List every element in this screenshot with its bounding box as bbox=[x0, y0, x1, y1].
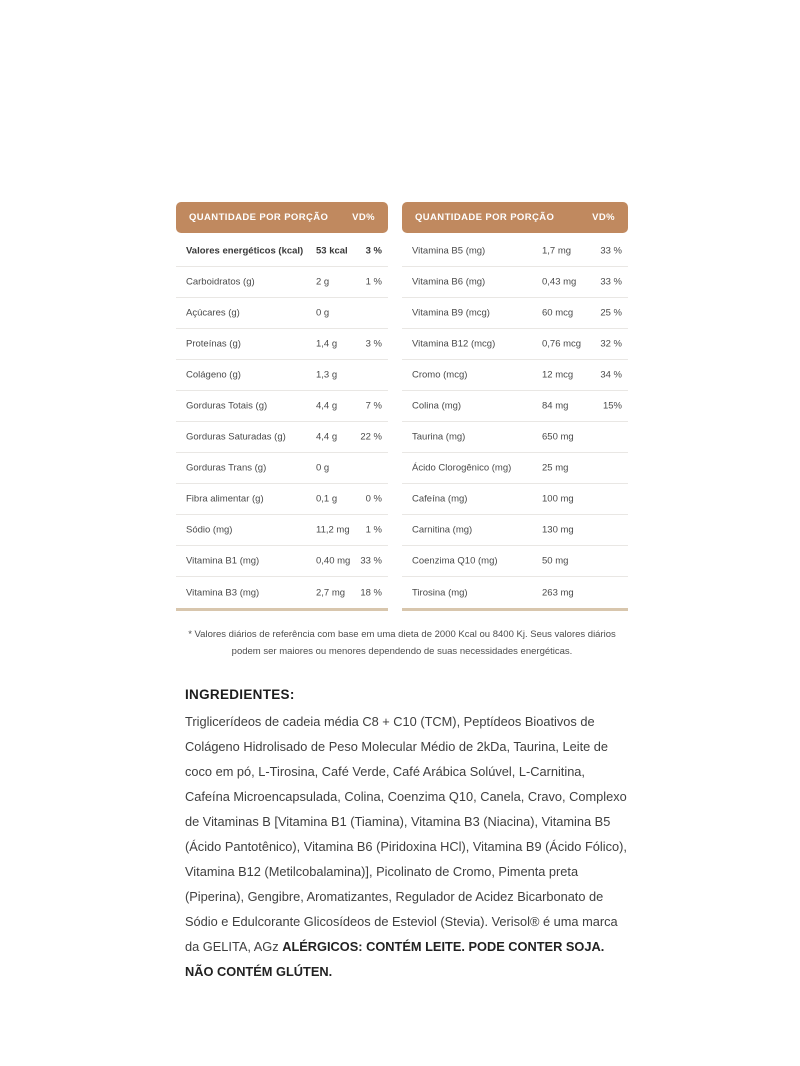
nutrient-vd: 18 % bbox=[360, 587, 382, 598]
ingredients-section bbox=[185, 687, 628, 984]
nutrient-label: Sódio (mg) bbox=[186, 524, 233, 536]
nutrient-label: Vitamina B6 (mg) bbox=[412, 276, 486, 288]
table-row bbox=[176, 546, 388, 577]
ingredients-body bbox=[185, 709, 628, 984]
table-row bbox=[176, 236, 388, 267]
nutrient-label: Carnitina (mg) bbox=[412, 524, 473, 536]
nutrient-value: 263 mg bbox=[542, 587, 574, 598]
nutrient-value: 12 mcg bbox=[542, 369, 574, 381]
nutrient-value: 0,1 g bbox=[316, 493, 338, 505]
nutrient-value: 0,40 mg bbox=[316, 555, 351, 567]
nutrient-vd: 22 % bbox=[360, 431, 382, 443]
nutrient-vd: 33 % bbox=[600, 276, 622, 288]
nutrient-vd: 7 % bbox=[365, 400, 382, 412]
nutrient-label: Ácido Clorogênico (mg) bbox=[412, 462, 512, 474]
nutrient-label: Vitamina B12 (mcg) bbox=[412, 338, 496, 350]
nutrient-value: 11,2 mg bbox=[316, 524, 350, 536]
nutrient-label: Gorduras Trans (g) bbox=[186, 462, 267, 474]
nutrient-label: Fibra alimentar (g) bbox=[186, 493, 264, 505]
table-header-vd: VD% bbox=[352, 212, 375, 223]
table-row bbox=[176, 267, 388, 298]
nutrient-label: Colágeno (g) bbox=[186, 369, 241, 381]
nutrient-value: 25 mg bbox=[542, 462, 569, 474]
nutrient-value: 50 mg bbox=[542, 555, 569, 567]
table-header-title: QUANTIDADE POR PORÇÃO bbox=[189, 212, 329, 223]
table-row bbox=[402, 546, 628, 577]
nutrient-vd: 32 % bbox=[600, 338, 622, 350]
table-row bbox=[402, 515, 628, 546]
footnote-line-2: podem ser maiores ou menores dependendo de suas necessidades energéticas. bbox=[231, 646, 573, 657]
nutrient-value: 53 kcal bbox=[316, 245, 348, 257]
nutrient-label: Tirosina (mg) bbox=[412, 587, 468, 598]
allergen-statement: ALÉRGICOS: CONTÉM LEITE. PODE CONTER SOJA. NÃO CONTÉM GLÚTEN. bbox=[185, 939, 605, 979]
nutrient-vd: 25 % bbox=[600, 307, 622, 319]
table-header bbox=[176, 202, 388, 233]
nutrient-vd: 3 % bbox=[365, 245, 382, 257]
table-row bbox=[176, 298, 388, 329]
nutrient-label: Taurina (mg) bbox=[412, 431, 466, 443]
nutrient-label: Valores energéticos (kcal) bbox=[186, 245, 304, 257]
table-header-vd: VD% bbox=[592, 212, 615, 223]
nutrient-label: Proteínas (g) bbox=[186, 338, 241, 350]
table-body bbox=[402, 236, 628, 608]
nutrient-value: 0 g bbox=[316, 462, 330, 474]
table-row bbox=[402, 391, 628, 422]
nutrition-table-right bbox=[402, 202, 628, 611]
nutrient-value: 2 g bbox=[316, 276, 330, 288]
nutrient-vd: 33 % bbox=[360, 555, 382, 567]
nutrient-value: 1,7 mg bbox=[542, 245, 572, 257]
daily-values-footnote bbox=[176, 626, 628, 660]
table-row bbox=[176, 360, 388, 391]
table-header-title: QUANTIDADE POR PORÇÃO bbox=[415, 212, 555, 223]
table-row bbox=[176, 329, 388, 360]
nutrient-vd: 15% bbox=[602, 400, 622, 412]
table-row bbox=[176, 515, 388, 546]
table-header bbox=[402, 202, 628, 233]
nutrient-value: 0,76 mcg bbox=[542, 338, 582, 350]
nutrient-label: Gorduras Saturadas (g) bbox=[186, 431, 286, 443]
nutrient-vd: 0 % bbox=[365, 493, 382, 505]
footnote-line-1: * Valores diários de referência com base em uma dieta de 2000 Kcal ou 8400 Kj. Seus valores diários bbox=[188, 629, 616, 640]
table-bottom-line bbox=[176, 608, 388, 611]
table-bottom-line bbox=[402, 608, 628, 611]
nutrient-value: 1,4 g bbox=[316, 338, 338, 350]
table-row bbox=[402, 236, 628, 267]
nutrient-vd: 1 % bbox=[365, 276, 382, 288]
nutrient-value: 0,43 mg bbox=[542, 276, 577, 288]
nutrient-value: 650 mg bbox=[542, 431, 574, 443]
nutrition-table-left bbox=[176, 202, 388, 611]
nutrition-tables bbox=[176, 202, 628, 611]
table-row bbox=[176, 484, 388, 515]
nutrient-vd: 1 % bbox=[365, 524, 382, 536]
nutrient-label: Vitamina B3 (mg) bbox=[186, 587, 260, 598]
nutrient-label: Açúcares (g) bbox=[186, 307, 240, 319]
nutrient-label: Carboidratos (g) bbox=[186, 276, 255, 288]
table-row bbox=[402, 360, 628, 391]
nutrient-value: 60 mcg bbox=[542, 307, 574, 319]
nutrient-label: Colina (mg) bbox=[412, 400, 462, 412]
nutrient-label: Gorduras Totais (g) bbox=[186, 400, 268, 412]
nutrient-value: 4,4 g bbox=[316, 400, 338, 412]
table-body bbox=[176, 236, 388, 608]
nutrient-value: 84 mg bbox=[542, 400, 569, 412]
nutrient-label: Vitamina B9 (mcg) bbox=[412, 307, 490, 319]
nutrient-label: Vitamina B1 (mg) bbox=[186, 555, 260, 567]
ingredients-heading: INGREDIENTES: bbox=[185, 687, 295, 702]
ingredients-text: Triglicerídeos de cadeia média C8 + C10 (TCM), Peptídeos Bioativos de Colágeno Hidrolisado de Peso Molecular Médio de 2kDa, Taurina, Leite de coco em pó, L-Tirosina, Café Verde, Café Arábica Solúvel, L-Carnitina, Cafeína Microencapsulada, Colina, Coenzima Q10, Canela, Cravo, Complexo de Vitaminas B [Vitamina B1 (Tiamina), Vitamina B3 (Niacina), Vitamina B5 (Ácido Pantotênico), Vitamina B6 (Piridoxina HCl), Vitamina B9 (Ácido Fólico), Vitamina B12 (Metilcobalamina)], Picolinato de Cromo, Pimenta preta (Piperina), Gengibre, Aromatizantes, Regulador de Acidez Bicarbonato de Sódio e Edulcorante Glicosídeos de Esteviol (Stevia). Verisol® é uma marca da GELITA, AGz bbox=[185, 714, 627, 954]
nutrient-vd: 33 % bbox=[600, 245, 622, 257]
table-row bbox=[402, 298, 628, 329]
nutrient-label: Cromo (mcg) bbox=[412, 369, 468, 381]
nutrient-vd: 3 % bbox=[365, 338, 382, 350]
table-row bbox=[176, 453, 388, 484]
nutrient-value: 4,4 g bbox=[316, 431, 338, 443]
table-row bbox=[402, 422, 628, 453]
table-row bbox=[402, 577, 628, 608]
table-row bbox=[176, 391, 388, 422]
table-row bbox=[176, 577, 388, 608]
nutrient-label: Cafeína (mg) bbox=[412, 493, 468, 505]
table-row bbox=[402, 329, 628, 360]
table-row bbox=[402, 453, 628, 484]
table-row bbox=[402, 267, 628, 298]
nutrient-vd: 34 % bbox=[600, 369, 622, 381]
table-row bbox=[176, 422, 388, 453]
nutrient-label: Vitamina B5 (mg) bbox=[412, 245, 486, 257]
nutrient-value: 0 g bbox=[316, 307, 330, 319]
nutrient-value: 2,7 mg bbox=[316, 587, 346, 598]
nutrient-value: 100 mg bbox=[542, 493, 574, 505]
nutrient-label: Coenzima Q10 (mg) bbox=[412, 555, 498, 567]
nutrient-value: 130 mg bbox=[542, 524, 574, 536]
nutrient-value: 1,3 g bbox=[316, 369, 338, 381]
table-row bbox=[402, 484, 628, 515]
